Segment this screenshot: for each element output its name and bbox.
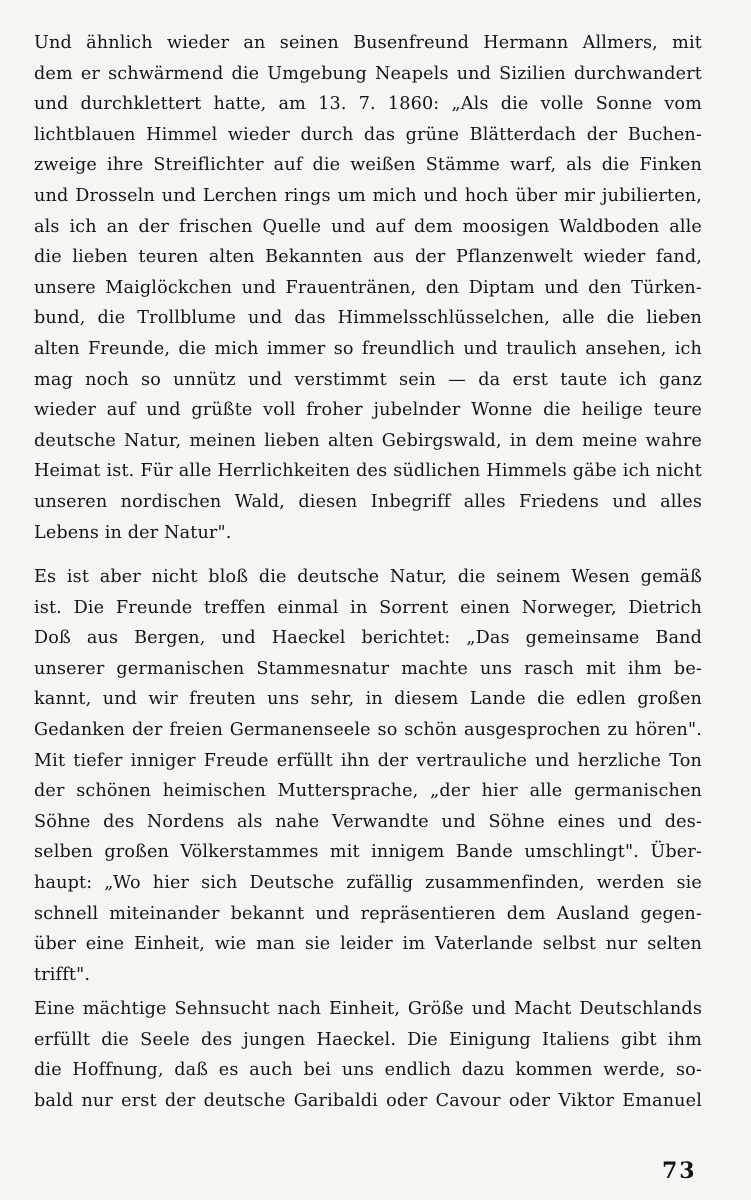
text-line: die lieben teuren alten Bekannten aus der Pflanzenwelt wieder fand, [34,247,702,268]
text-line: zweige ihre Streiflichter auf die weißen Stämme warf, als die Finken [34,155,702,176]
text-line: erfüllt die Seele des jungen Haeckel. Die Einigung Italiens gibt ihm [34,1029,702,1050]
text-line: mag noch so unnütz und verstimmt sein — da erst taute ich ganz [34,369,702,390]
text-line: ist. Die Freunde treffen einmal in Sorrent einen Norweger, Dietrich [34,597,702,618]
text-line: und durchklettert hatte, am 13. 7. 1860: „Als die volle Sonne vom [34,94,702,115]
text-line: deutsche Natur, meinen lieben alten Gebirgswald, in dem meine wahre [34,430,702,451]
text-line: unserer germanischen Stammesnatur machte uns rasch mit ihm be- [34,658,702,679]
text-line: die Hoffnung, daß es auch bei uns endlich dazu kommen werde, so- [34,1060,702,1081]
paragraph-1 [34,28,702,548]
text-line: Doß aus Bergen, und Haeckel berichtet: „Das gemeinsame Band [34,628,702,649]
text-line: Heimat ist. Für alle Herrlichkeiten des südlichen Himmels gäbe ich nicht [34,461,702,482]
text-line: kannt, und wir freuten uns sehr, in diesem Lande die edlen großen [34,689,702,710]
text-line: Mit tiefer inniger Freude erfüllt ihn der vertrauliche und herzliche Ton [34,750,702,771]
text-line: haupt: „Wo hier sich Deutsche zufällig zusammenfinden, werden sie [34,872,702,893]
text-line: alten Freunde, die mich immer so freundlich und traulich ansehen, ich [34,338,702,359]
text-line: bald nur erst der deutsche Garibaldi oder Cavour oder Viktor Emanuel [34,1090,702,1111]
text-line: schnell miteinander bekannt und repräsentieren dem Ausland gegen- [34,903,702,924]
text-line: der schönen heimischen Muttersprache, „der hier alle germanischen [34,781,702,802]
text-line: Und ähnlich wieder an seinen Busenfreund Hermann Allmers, mit [34,33,702,53]
page-number: 73 [662,1158,697,1184]
text-line: unseren nordischen Wald, diesen Inbegriff alles Friedens und alles [34,491,702,512]
text-line: als ich an der frischen Quelle und auf dem moosigen Waldboden alle [34,216,702,237]
text-line: Söhne des Nordens als nahe Verwandte und Söhne eines und des- [34,811,702,832]
paragraph-2 [34,562,702,990]
paragraph-3 [34,994,702,1116]
text-line: unsere Maiglöckchen und Frauentränen, den Diptam und den Türken- [34,277,702,298]
text-line: selben großen Völkerstammes mit innigem Bande umschlingt". Über- [34,842,702,863]
text-line: Es ist aber nicht bloß die deutsche Natur, die seinem Wesen gemäß [34,567,702,587]
text-line: lichtblauen Himmel wieder durch das grüne Blätterdach der Buchen- [34,124,702,145]
text-line: wieder auf und grüßte voll froher jubelnder Wonne die heilige teure [34,400,702,421]
text-line: trifft". [34,964,91,985]
text-line: Lebens in der Natur". [34,522,232,543]
text-line: dem er schwärmend die Umgebung Neapels und Sizilien durchwandert [34,63,702,84]
text-line: Eine mächtige Sehnsucht nach Einheit, Größe und Macht Deutschlands [34,999,702,1019]
text-line: bund, die Trollblume und das Himmelsschlüsselchen, alle die lieben [34,308,702,329]
text-line: über eine Einheit, wie man sie leider im Vaterlande selbst nur selten [34,934,702,955]
text-line: und Drosseln und Lerchen rings um mich und hoch über mir jubilierten, [34,185,702,206]
text-line: Gedanken der freien Germanenseele so schön ausgesprochen zu hören". [34,719,702,740]
